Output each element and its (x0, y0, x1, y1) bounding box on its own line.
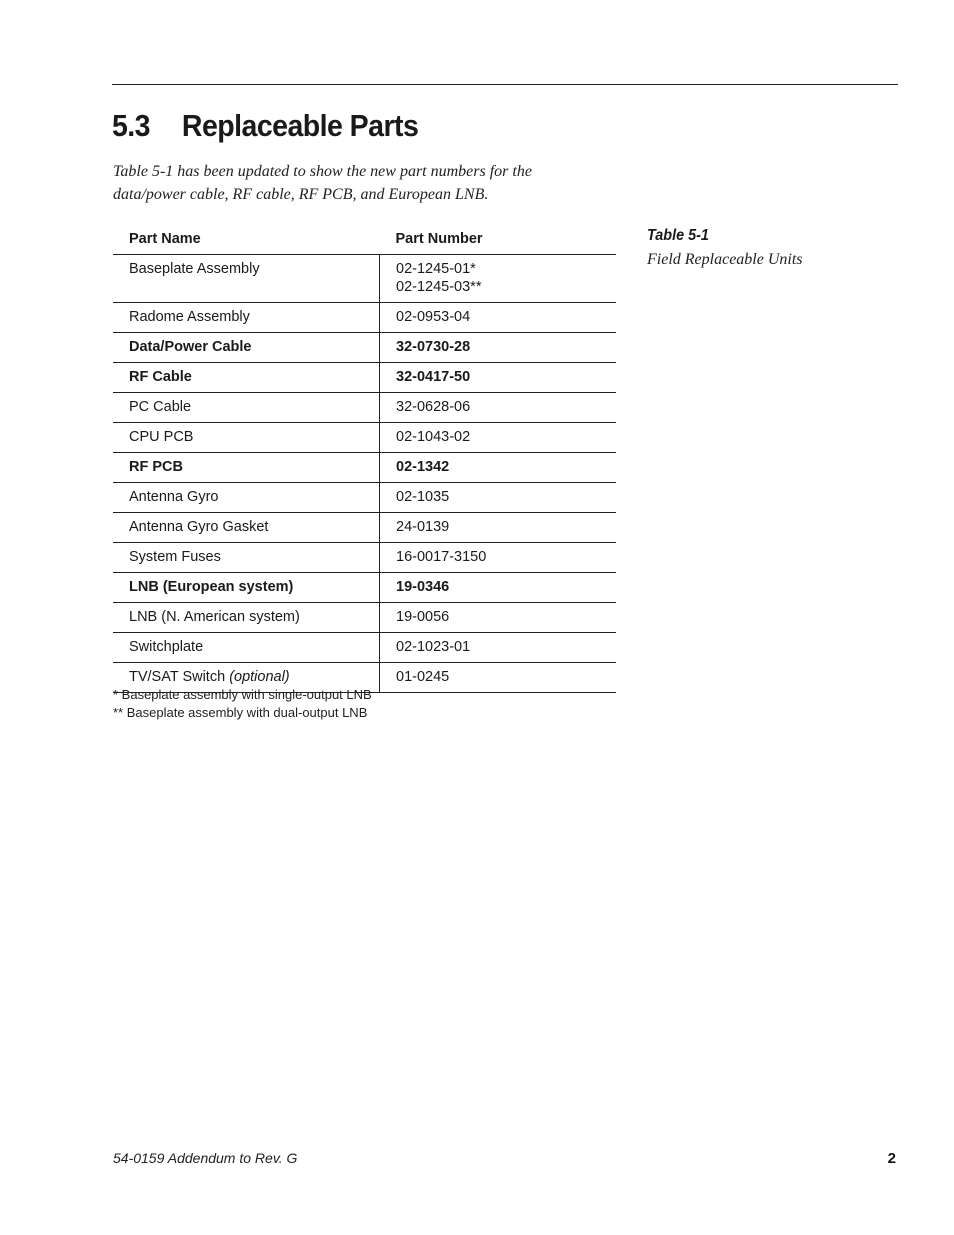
part-number-cell (380, 363, 617, 393)
part-name: Antenna Gyro (129, 489, 219, 505)
part-number-cell (380, 633, 617, 663)
part-name-cell (113, 255, 380, 303)
part-name: PC Cable (129, 399, 192, 415)
table-caption-title: Field Replaceable Units (647, 251, 803, 268)
part-number-cell (380, 573, 617, 603)
part-name: Baseplate Assembly (129, 261, 260, 277)
part-name-cell (113, 363, 380, 393)
part-number: 32-0730-28 (396, 339, 471, 355)
table-header-row (113, 224, 616, 255)
part-number-cell (380, 255, 617, 303)
section-title-text: Replaceable Parts (181, 108, 419, 143)
part-number-cell (380, 453, 617, 483)
part-name: LNB (European system) (129, 579, 294, 595)
section-title (112, 106, 418, 146)
table-row (113, 363, 616, 393)
part-name: RF Cable (129, 369, 192, 385)
part-name-cell (113, 303, 380, 333)
part-number: 19-0346 (396, 579, 450, 595)
footer-document-id: 54-0159 Addendum to Rev. G (113, 1150, 298, 1166)
part-number: 24-0139 (396, 519, 450, 535)
part-name: Radome Assembly (129, 309, 250, 325)
part-name: TV/SAT Switch (129, 669, 226, 685)
part-number-cell (380, 603, 617, 633)
intro-paragraph: Table 5-1 has been updated to show the new part numbers for the data/power cable, RF cable, RF PCB, and European LNB. (113, 163, 532, 203)
table-row (113, 333, 616, 363)
table-row (113, 393, 616, 423)
part-number: 02-1245-01* (396, 261, 476, 277)
part-name-cell (113, 483, 380, 513)
part-number: 02-0953-04 (396, 309, 471, 325)
part-number-cell (380, 423, 617, 453)
part-number: 02-1035 (396, 489, 450, 505)
part-number: 02-1043-02 (396, 429, 471, 445)
header-part-number: Part Number (380, 224, 617, 255)
part-number-alt: 02-1245-03** (396, 279, 482, 295)
parts-table (113, 224, 616, 693)
part-number: 32-0417-50 (396, 369, 471, 385)
table-row (113, 303, 616, 333)
footnote-dual-output: ** Baseplate assembly with dual-output LNB (113, 705, 368, 720)
part-name-cell (113, 423, 380, 453)
part-number-cell (380, 333, 617, 363)
table-caption (647, 226, 803, 270)
part-number: 02-1023-01 (396, 639, 471, 655)
footnote-single-output: * Baseplate assembly with single-output LNB (113, 687, 372, 702)
part-name-cell (113, 453, 380, 483)
table-row (113, 633, 616, 663)
part-name-cell (113, 333, 380, 363)
part-name-cell (113, 573, 380, 603)
part-name: Antenna Gyro Gasket (129, 519, 269, 535)
table-row (113, 603, 616, 633)
table-row (113, 453, 616, 483)
top-rule (112, 84, 898, 85)
parts-table-body (113, 255, 616, 693)
table-caption-number: Table 5-1 (647, 227, 709, 244)
part-number-cell (380, 483, 617, 513)
part-name: Data/Power Cable (129, 339, 252, 355)
part-name-cell (113, 393, 380, 423)
part-number-cell (380, 513, 617, 543)
table-row (113, 255, 616, 303)
table-row (113, 513, 616, 543)
part-name-qualifier: (optional) (229, 669, 290, 685)
table-footnotes (113, 686, 372, 722)
part-number: 16-0017-3150 (396, 549, 487, 565)
table-row (113, 573, 616, 603)
part-number-cell (380, 663, 617, 693)
header-part-name: Part Name (113, 224, 380, 255)
part-number: 02-1342 (396, 459, 450, 475)
table-row (113, 483, 616, 513)
part-name-cell (113, 543, 380, 573)
part-number: 32-0628-06 (396, 399, 471, 415)
section-number: 5.3 (112, 108, 150, 143)
part-number-cell (380, 393, 617, 423)
part-number-cell (380, 303, 617, 333)
part-name: Switchplate (129, 639, 204, 655)
table-row (113, 423, 616, 453)
part-name: CPU PCB (129, 429, 194, 445)
table-row (113, 543, 616, 573)
part-number-cell (380, 543, 617, 573)
part-name-cell (113, 633, 380, 663)
part-name: System Fuses (129, 549, 221, 565)
part-number: 01-0245 (396, 669, 450, 685)
part-name: LNB (N. American system) (129, 609, 300, 625)
part-name-cell (113, 603, 380, 633)
part-name: RF PCB (129, 459, 183, 475)
part-number: 19-0056 (396, 609, 450, 625)
part-name-cell (113, 513, 380, 543)
footer-page-number: 2 (887, 1150, 896, 1167)
